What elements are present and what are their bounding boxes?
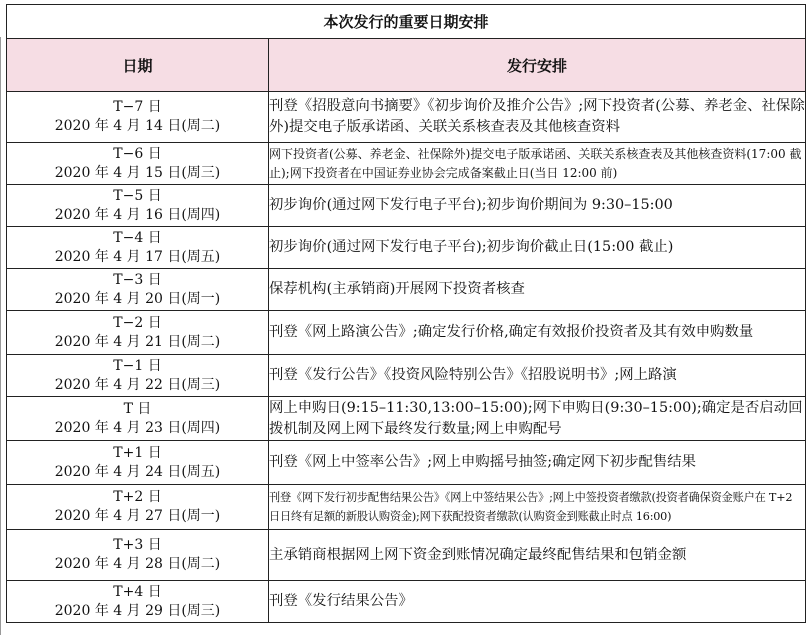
schedule-table <box>6 4 806 623</box>
day-label: T−3 日 <box>113 271 162 288</box>
day-label: T+1 日 <box>113 444 162 461</box>
date-cell <box>7 485 269 530</box>
date-cell <box>7 441 269 485</box>
table-row <box>7 92 806 143</box>
table-row <box>7 185 806 227</box>
date-cell <box>7 269 269 311</box>
table-row <box>7 311 806 355</box>
date-cell <box>7 311 269 355</box>
arrangement-cell: 网上申购日(9:15–11:30,13:00–15:00);网下申购日(9:30–15:00);确定是否启动回拨机制及网上网下最终发行数量;网上申购配号 <box>269 397 806 441</box>
left-border-line <box>0 37 1 635</box>
day-label: T−2 日 <box>113 314 162 331</box>
table-row <box>7 530 806 581</box>
day-label: T−7 日 <box>113 99 162 115</box>
date-label: 2020 年 4 月 20 日(周一) <box>54 290 221 307</box>
arrangement-cell: 刊登《发行公告》《投资风险特别公告》《招股说明书》;网上路演 <box>269 355 806 397</box>
date-cell <box>7 92 269 143</box>
arrangement-cell: 保荐机构(主承销商)开展网下投资者核查 <box>269 269 806 311</box>
date-label: 2020 年 4 月 22 日(周三) <box>54 376 221 393</box>
table-title: 本次发行的重要日期安排 <box>7 5 806 39</box>
date-cell <box>7 143 269 185</box>
table-row <box>7 397 806 441</box>
table-row <box>7 581 806 623</box>
date-cell <box>7 355 269 397</box>
day-label: T−6 日 <box>113 145 162 162</box>
date-label: 2020 年 4 月 16 日(周四) <box>54 206 221 223</box>
date-cell <box>7 397 269 441</box>
day-label: T−5 日 <box>113 187 162 204</box>
arrangement-cell: 刊登《网上中签率公告》;网上申购摇号抽签;确定网下初步配售结果 <box>269 441 806 485</box>
date-label: 2020 年 4 月 17 日(周五) <box>54 248 221 265</box>
arrangement-cell: 刊登《发行结果公告》 <box>269 581 806 623</box>
header-arrangement: 发行安排 <box>269 39 806 92</box>
day-label: T+3 日 <box>113 537 162 553</box>
title-row <box>7 5 806 39</box>
header-row <box>7 39 806 92</box>
table-row <box>7 227 806 269</box>
date-label: 2020 年 4 月 21 日(周二) <box>54 333 221 350</box>
arrangement-cell: 主承销商根据网上网下资金到账情况确定最终配售结果和包销金额 <box>269 530 806 581</box>
arrangement-cell: 网下投资者(公募、养老金、社保除外)提交电子版承诺函、关联关系核查表及其他核查资料(17:00 截止);网下投资者在中国证券业协会完成备案截止日(当日 12:00 前) <box>269 143 806 185</box>
arrangement-cell: 刊登《网下发行初步配售结果公告》《网上中签结果公告》;网上中签投资者缴款(投资者确保资金账户在 T+2 日日终有足额的新股认购资金);网下获配投资者缴款(认购资金到账截止时点 16:00) <box>269 485 806 530</box>
date-label: 2020 年 4 月 28 日(周二) <box>54 556 221 572</box>
table-row <box>7 355 806 397</box>
date-label: 2020 年 4 月 15 日(周三) <box>54 164 221 181</box>
date-cell <box>7 227 269 269</box>
date-label: 2020 年 4 月 14 日(周二) <box>54 118 221 134</box>
date-label: 2020 年 4 月 23 日(周四) <box>54 419 221 436</box>
table-row <box>7 485 806 530</box>
schedule-table-container <box>6 4 805 623</box>
table-row <box>7 269 806 311</box>
date-cell <box>7 185 269 227</box>
header-date: 日期 <box>7 39 269 92</box>
date-cell <box>7 581 269 623</box>
arrangement-cell: 初步询价(通过网下发行电子平台);初步询价截止日(15:00 截止) <box>269 227 806 269</box>
day-label: T+4 日 <box>113 583 162 600</box>
day-label: T 日 <box>123 400 152 417</box>
day-label: T+2 日 <box>113 489 162 505</box>
date-label: 2020 年 4 月 27 日(周一) <box>54 508 221 524</box>
day-label: T−1 日 <box>113 357 162 374</box>
arrangement-cell: 刊登《网上路演公告》;确定发行价格,确定有效报价投资者及其有效申购数量 <box>269 311 806 355</box>
arrangement-cell: 刊登《招股意向书摘要》《初步询价及推介公告》;网下投资者(公募、养老金、社保除外)提交电子版承诺函、关联关系核查表及其他核查资料 <box>269 92 806 143</box>
arrangement-cell: 初步询价(通过网下发行电子平台);初步询价期间为 9:30–15:00 <box>269 185 806 227</box>
date-cell <box>7 530 269 581</box>
date-label: 2020 年 4 月 29 日(周三) <box>54 602 221 619</box>
table-row <box>7 143 806 185</box>
day-label: T−4 日 <box>113 229 162 246</box>
date-label: 2020 年 4 月 24 日(周五) <box>54 463 221 480</box>
table-row <box>7 441 806 485</box>
